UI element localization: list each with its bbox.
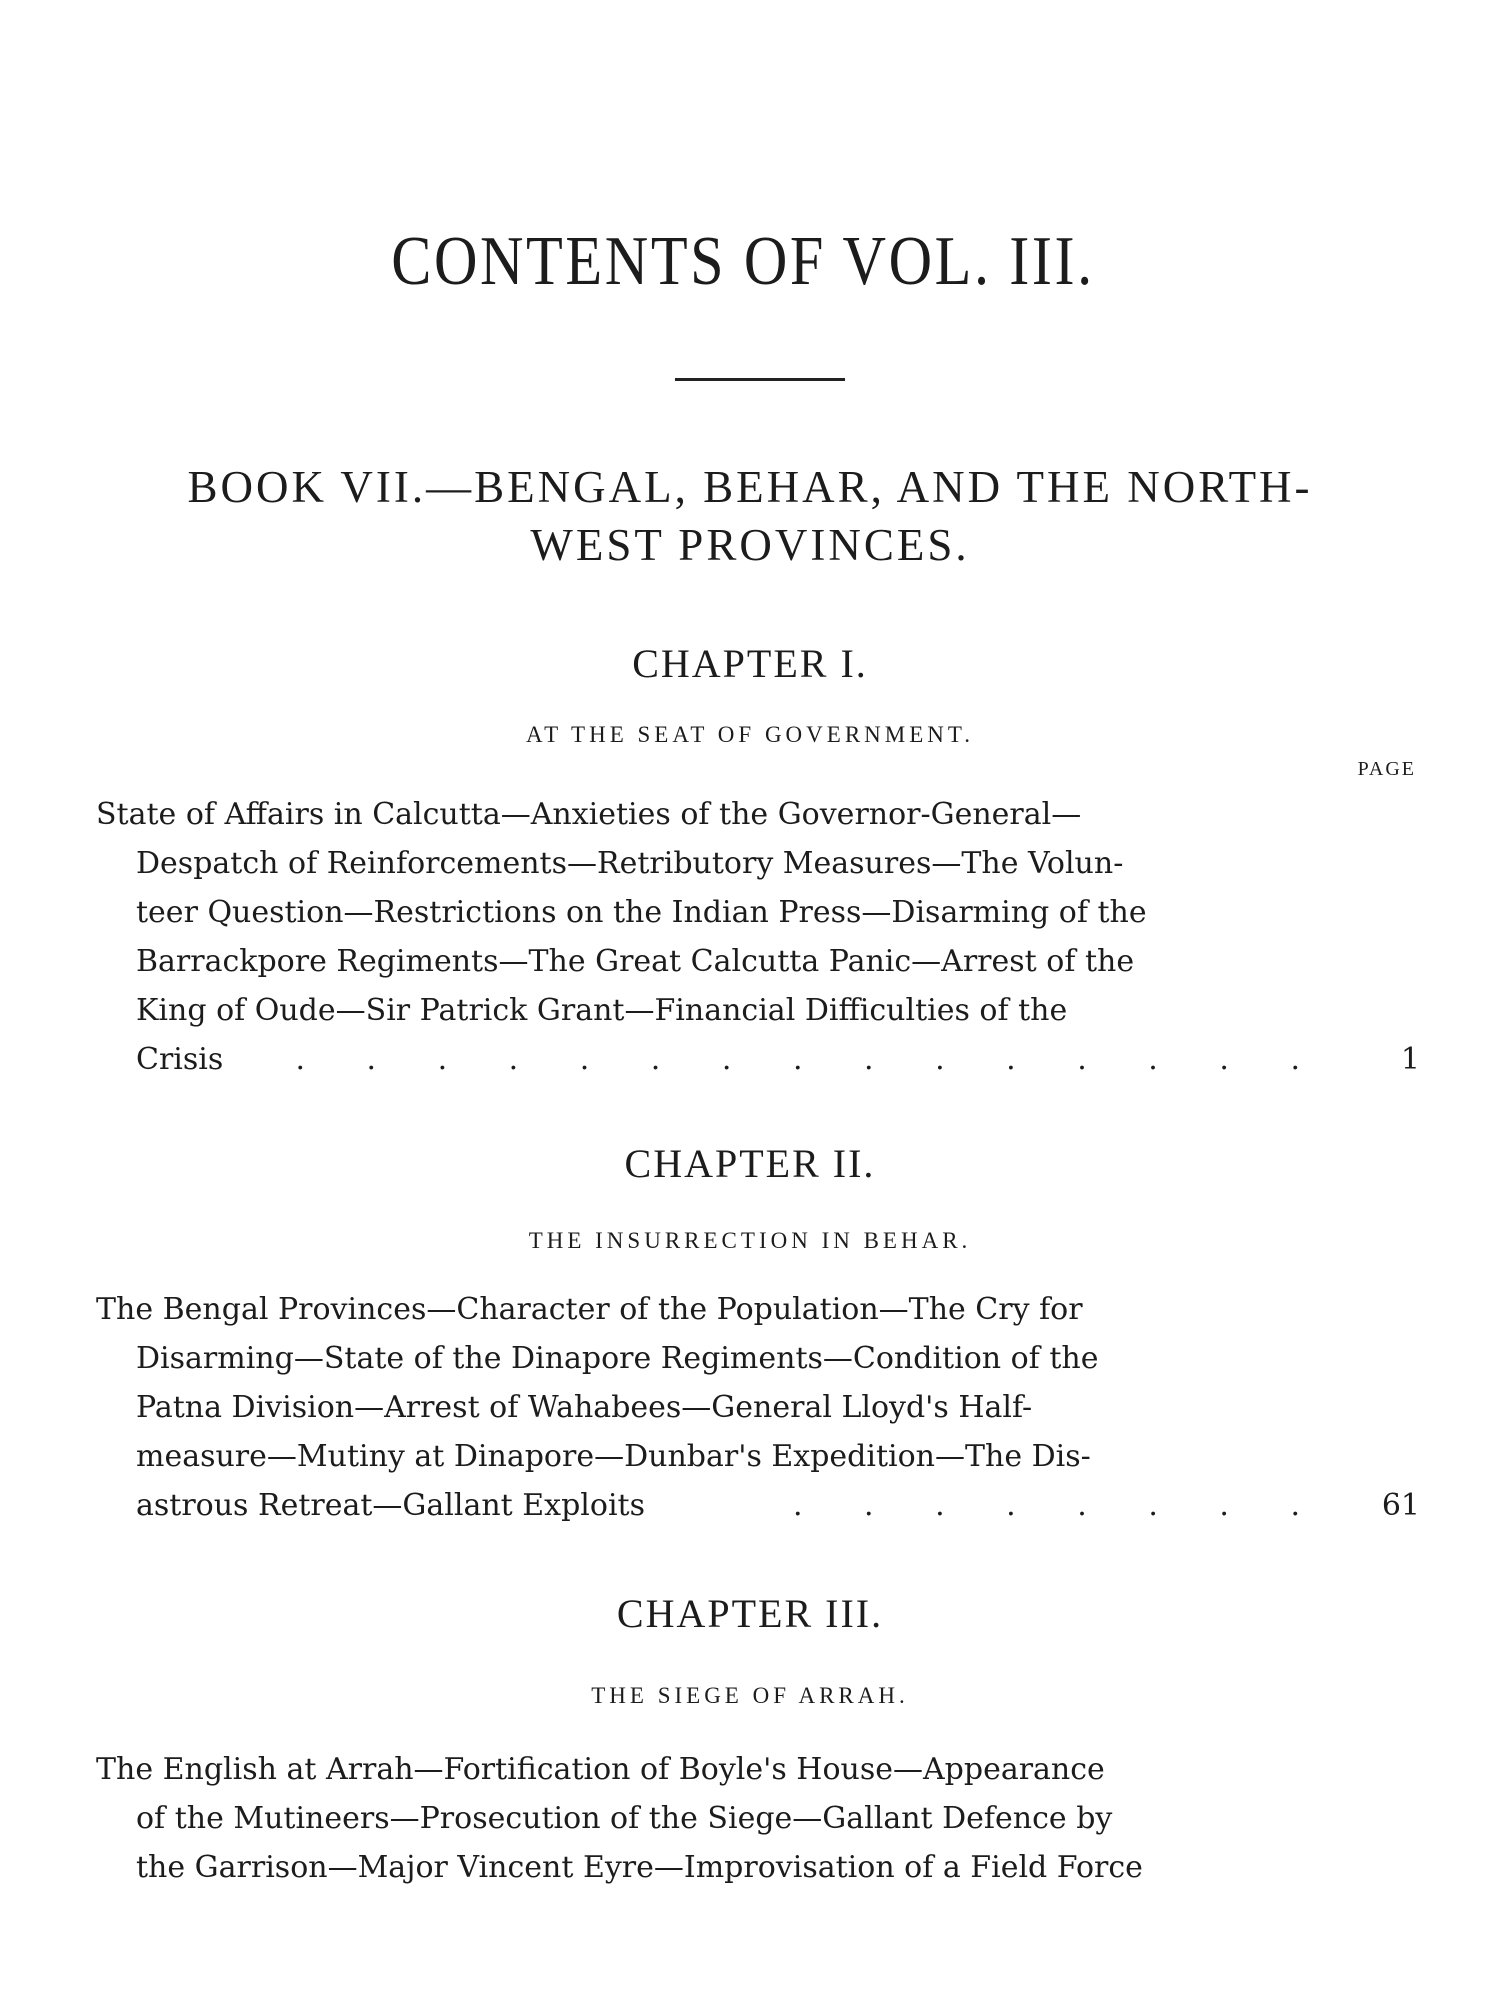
book-heading-line-2: WEST PROVINCES. (530, 520, 970, 570)
book-heading (100, 458, 1400, 574)
title-rule (675, 378, 845, 381)
page-column-label: PAGE (1357, 758, 1416, 780)
chapter-1-subtitle: AT THE SEAT OF GOVERNMENT. (526, 722, 974, 747)
chapter-2-last-line (96, 1481, 1326, 1530)
chapter-1-summary (96, 790, 1326, 1084)
page-title: CONTENTS OF VOL. III. (391, 223, 1095, 300)
chapter-3-summary (96, 1745, 1326, 1892)
chapter-2-line-2: Disarming—State of the Dinapore Regiments—Condition of the (136, 1341, 1099, 1376)
chapter-3-subtitle: THE SIEGE OF ARRAH. (591, 1683, 909, 1708)
chapter-1-line-5: King of Oude—Sir Patrick Grant—Financial Difficulties of the (136, 993, 1068, 1028)
chapter-1-line-6: Crisis (136, 1042, 224, 1077)
leader-dots: . . . . . . . . . . . . . . . (295, 1042, 1326, 1077)
chapter-1-line-4: Barrackpore Regiments—The Great Calcutta Panic—Arrest of the (136, 944, 1135, 979)
chapter-2-line-5: astrous Retreat—Gallant Exploits (136, 1488, 645, 1523)
chapter-3-line-3: the Garrison—Major Vincent Eyre—Improvisation of a Field Force (136, 1850, 1143, 1885)
leader-dots: . . . . . . . . (792, 1488, 1326, 1523)
chapter-3-title: CHAPTER III. (616, 1591, 884, 1636)
book-heading-line-1: BOOK VII.—BENGAL, BEHAR, AND THE NORTH- (187, 462, 1313, 512)
chapter-1-line-2: Despatch of Reinforcements—Retributory Measures—The Volun- (136, 846, 1124, 881)
chapter-2-line-3: Patna Division—Arrest of Wahabees—General Lloyd's Half- (136, 1390, 1033, 1425)
chapter-3-line-2: of the Mutineers—Prosecution of the Siege—Gallant Defence by (136, 1801, 1113, 1836)
chapter-1-line-3: teer Question—Restrictions on the Indian Press—Disarming of the (136, 895, 1147, 930)
chapter-2-summary (96, 1285, 1326, 1530)
chapter-2-line-1: The Bengal Provinces—Character of the Population—The Cry for (96, 1292, 1083, 1327)
chapter-1-line-1: State of Affairs in Calcutta—Anxieties of the Governor-General— (96, 797, 1082, 832)
chapter-2-page-number: 61 (1381, 1488, 1420, 1523)
chapter-1-last-line (96, 1035, 1326, 1084)
chapter-2-line-4: measure—Mutiny at Dinapore—Dunbar's Expedition—The Dis- (136, 1439, 1091, 1474)
chapter-1-page-number: 1 (1400, 1042, 1420, 1077)
chapter-1-title: CHAPTER I. (632, 641, 868, 686)
chapter-2-subtitle: THE INSURRECTION IN BEHAR. (528, 1228, 972, 1253)
chapter-3-line-1: The English at Arrah—Fortification of Boyle's House—Appearance (96, 1752, 1105, 1787)
chapter-2-title: CHAPTER II. (624, 1141, 876, 1186)
